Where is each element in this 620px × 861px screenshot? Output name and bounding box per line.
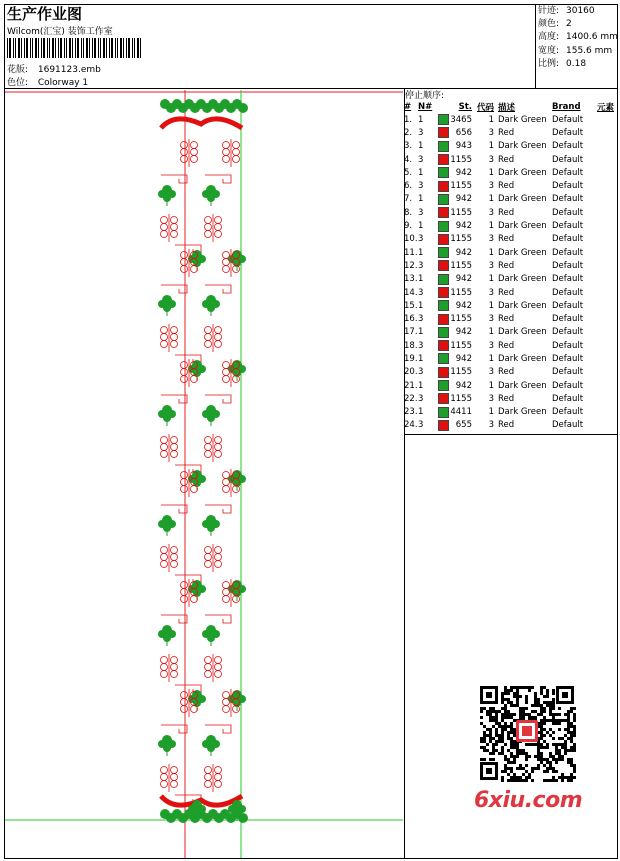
cell-n: 1 (418, 300, 424, 311)
spec-width: 宽度: 155.6 mm (538, 45, 613, 56)
table-header-row (404, 101, 614, 113)
cell-idx: 18. (404, 340, 418, 351)
cell-desc: Red (498, 234, 515, 245)
cell-code: 1 (488, 407, 494, 418)
cell-swatch (436, 140, 450, 153)
color-swatch (438, 353, 449, 364)
cell-code: 3 (488, 393, 494, 404)
cell-idx: 12. (404, 260, 418, 271)
table-row (404, 140, 614, 153)
cell-st: 1155 (450, 393, 472, 404)
cell-code: 1 (488, 380, 494, 391)
cell-code: 3 (488, 314, 494, 325)
cell-swatch (436, 233, 450, 246)
cell-desc: Dark Green (498, 141, 547, 152)
cell-element (588, 379, 614, 392)
cell-n: 3 (418, 287, 424, 298)
design-file-value: 1691123.emb (37, 65, 101, 75)
cell-swatch (436, 392, 450, 405)
cell-n: 3 (418, 127, 424, 138)
cell-st: 656 (455, 127, 472, 138)
table-row (404, 392, 614, 405)
cell-code: 3 (488, 154, 494, 165)
col-element: 元素 (596, 103, 614, 113)
cell-brand: Default (552, 247, 584, 258)
cell-element (588, 126, 614, 139)
spec-height: 高度: 1400.6 mm (538, 32, 618, 43)
cell-st: 942 (455, 327, 472, 338)
cell-n: 3 (418, 420, 424, 431)
cell-element (588, 233, 614, 246)
watermark-logo: 6xiu.com (474, 788, 583, 813)
cell-element (588, 259, 614, 272)
table-row (404, 153, 614, 166)
cell-desc: Dark Green (498, 194, 547, 205)
cell-brand: Default (552, 260, 584, 271)
table-row (404, 339, 614, 352)
col-swatch (436, 101, 450, 113)
cell-n: 3 (418, 154, 424, 165)
cell-idx: 14. (404, 287, 418, 298)
table-row (404, 286, 614, 299)
table-row (404, 246, 614, 259)
cell-code: 1 (488, 141, 494, 152)
colorway-label: 色位: (7, 78, 29, 88)
cell-swatch (436, 219, 450, 232)
table-row (404, 299, 614, 312)
cell-desc: Red (498, 127, 515, 138)
cell-code: 1 (488, 274, 494, 285)
cell-idx: 24. (404, 420, 418, 431)
cell-swatch (436, 259, 450, 272)
cell-idx: 5. (404, 167, 413, 178)
cell-brand: Default (552, 353, 584, 364)
cell-brand: Default (552, 207, 584, 218)
specs-divider (535, 4, 536, 89)
cell-n: 1 (418, 274, 424, 285)
cell-element (588, 406, 614, 419)
cell-brand: Default (552, 141, 584, 152)
col-needle: N# (418, 102, 433, 112)
cell-st: 3465 (450, 114, 472, 125)
cell-idx: 22. (404, 393, 418, 404)
table-row (404, 126, 614, 139)
cell-code: 3 (488, 367, 494, 378)
color-swatch (438, 260, 449, 271)
color-swatch (438, 380, 449, 391)
cell-element (588, 326, 614, 339)
cell-swatch (436, 419, 450, 432)
cell-desc: Dark Green (498, 247, 547, 258)
cell-idx: 7. (404, 194, 413, 205)
cell-element (588, 339, 614, 352)
cell-code: 1 (488, 300, 494, 311)
cell-brand: Default (552, 327, 584, 338)
cell-desc: Dark Green (498, 274, 547, 285)
cell-code: 1 (488, 167, 494, 178)
cell-desc: Red (498, 287, 515, 298)
cell-swatch (436, 113, 450, 126)
color-swatch (438, 194, 449, 205)
cell-swatch (436, 339, 450, 352)
color-swatch (438, 340, 449, 351)
barcode (7, 38, 143, 58)
cell-n: 1 (418, 380, 424, 391)
color-swatch (438, 367, 449, 378)
cell-code: 3 (488, 420, 494, 431)
cell-element (588, 140, 614, 153)
table-row (404, 326, 614, 339)
cell-code: 1 (488, 327, 494, 338)
cell-st: 942 (455, 380, 472, 391)
table-row (404, 419, 614, 432)
cell-n: 1 (418, 221, 424, 232)
cell-st: 942 (455, 300, 472, 311)
cell-code: 1 (488, 221, 494, 232)
table-row (404, 379, 614, 392)
color-swatch (438, 114, 449, 125)
color-swatch (438, 127, 449, 138)
specs-panel (538, 5, 618, 71)
cell-swatch (436, 379, 450, 392)
cell-element (588, 153, 614, 166)
cell-st: 1155 (450, 367, 472, 378)
cell-st: 1155 (450, 154, 472, 165)
cell-idx: 15. (404, 300, 418, 311)
cell-element (588, 419, 614, 432)
col-brand: Brand (552, 102, 581, 112)
cell-element (588, 312, 614, 325)
cell-st: 942 (455, 247, 472, 258)
cell-code: 3 (488, 181, 494, 192)
cell-idx: 6. (404, 181, 413, 192)
col-description: 描述 (498, 103, 516, 113)
qr-code (470, 682, 582, 786)
cell-n: 3 (418, 181, 424, 192)
cell-desc: Dark Green (498, 167, 547, 178)
cell-n: 3 (418, 367, 424, 378)
cell-st: 942 (455, 221, 472, 232)
color-swatch (438, 167, 449, 178)
cell-element (588, 366, 614, 379)
cell-swatch (436, 299, 450, 312)
color-swatch (438, 393, 449, 404)
cell-swatch (436, 193, 450, 206)
col-index: # (404, 102, 412, 112)
color-swatch (438, 141, 449, 152)
cell-swatch (436, 352, 450, 365)
cell-desc: Dark Green (498, 353, 547, 364)
spec-scale: 比例: 0.18 (538, 58, 587, 69)
cell-code: 1 (488, 114, 494, 125)
cell-desc: Red (498, 181, 515, 192)
cell-code: 1 (488, 194, 494, 205)
cell-desc: Red (498, 207, 515, 218)
cell-code: 1 (488, 247, 494, 258)
cell-idx: 11. (404, 247, 418, 258)
color-swatch (438, 287, 449, 298)
spec-colors: 颜色: 2 (538, 19, 572, 30)
cell-brand: Default (552, 340, 584, 351)
cell-st: 942 (455, 194, 472, 205)
cell-st: 1155 (450, 260, 472, 271)
spec-stitches: 针迹: 30160 (538, 6, 595, 16)
cell-desc: Dark Green (498, 300, 547, 311)
cell-idx: 10. (404, 234, 418, 245)
cell-desc: Dark Green (498, 327, 547, 338)
cell-desc: Red (498, 260, 515, 271)
stop-sequence-table (404, 101, 614, 432)
table-row (404, 179, 614, 192)
cell-idx: 8. (404, 207, 413, 218)
cell-code: 1 (488, 353, 494, 364)
table-row (404, 366, 614, 379)
cell-idx: 20. (404, 367, 418, 378)
color-swatch (438, 154, 449, 165)
cell-n: 1 (418, 407, 424, 418)
cell-idx: 19. (404, 353, 418, 364)
cell-brand: Default (552, 154, 584, 165)
cell-desc: Dark Green (498, 221, 547, 232)
table-row (404, 406, 614, 419)
cell-n: 1 (418, 167, 424, 178)
color-swatch (438, 221, 449, 232)
cell-idx: 13. (404, 274, 418, 285)
cell-st: 1155 (450, 340, 472, 351)
cell-swatch (436, 273, 450, 286)
cell-element (588, 286, 614, 299)
cell-element (588, 166, 614, 179)
table-row (404, 273, 614, 286)
company-name: Wilcom(汇宝) 装饰工作室 (7, 27, 113, 37)
cell-n: 3 (418, 314, 424, 325)
table-row (404, 233, 614, 246)
cell-idx: 21. (404, 380, 418, 391)
table-row (404, 193, 614, 206)
cell-code: 3 (488, 260, 494, 271)
cell-brand: Default (552, 181, 584, 192)
cell-brand: Default (552, 420, 584, 431)
cell-swatch (436, 246, 450, 259)
cell-st: 1155 (450, 207, 472, 218)
color-swatch (438, 234, 449, 245)
cell-element (588, 299, 614, 312)
cell-swatch (436, 366, 450, 379)
cell-n: 3 (418, 340, 424, 351)
col-code: 代码 (476, 103, 494, 113)
design-preview (5, 90, 403, 858)
cell-element (588, 352, 614, 365)
table-row (404, 206, 614, 219)
cell-n: 1 (418, 194, 424, 205)
cell-brand: Default (552, 367, 584, 378)
cell-element (588, 206, 614, 219)
table-bottom-divider (404, 434, 618, 435)
cell-desc: Dark Green (498, 114, 547, 125)
cell-element (588, 273, 614, 286)
page-title: 生产作业图 (7, 5, 83, 23)
cell-idx: 1. (404, 114, 413, 125)
cell-element (588, 246, 614, 259)
colorway-value: Colorway 1 (37, 78, 89, 88)
color-swatch (438, 314, 449, 325)
cell-n: 1 (418, 247, 424, 258)
table-row (404, 219, 614, 232)
cell-code: 3 (488, 340, 494, 351)
cell-element (588, 392, 614, 405)
cell-swatch (436, 153, 450, 166)
table-row (404, 166, 614, 179)
cell-brand: Default (552, 300, 584, 311)
color-swatch (438, 274, 449, 285)
cell-st: 943 (455, 141, 472, 152)
cell-element (588, 193, 614, 206)
cell-desc: Red (498, 340, 515, 351)
cell-idx: 16. (404, 314, 418, 325)
table-row (404, 312, 614, 325)
cell-brand: Default (552, 194, 584, 205)
cell-brand: Default (552, 380, 584, 391)
color-swatch (438, 407, 449, 418)
color-swatch (438, 247, 449, 258)
cell-brand: Default (552, 393, 584, 404)
cell-swatch (436, 126, 450, 139)
cell-n: 3 (418, 207, 424, 218)
cell-st: 1155 (450, 181, 472, 192)
color-swatch (438, 207, 449, 218)
design-file-row (7, 62, 101, 75)
cell-code: 3 (488, 287, 494, 298)
cell-st: 942 (455, 353, 472, 364)
cell-swatch (436, 406, 450, 419)
cell-swatch (436, 286, 450, 299)
cell-idx: 9. (404, 221, 413, 232)
cell-idx: 17. (404, 327, 418, 338)
cell-idx: 2. (404, 127, 413, 138)
color-swatch (438, 327, 449, 338)
cell-desc: Red (498, 154, 515, 165)
cell-element (588, 179, 614, 192)
cell-n: 1 (418, 141, 424, 152)
cell-swatch (436, 326, 450, 339)
cell-n: 3 (418, 234, 424, 245)
cell-st: 4411 (450, 407, 472, 418)
table-row (404, 259, 614, 272)
cell-brand: Default (552, 114, 584, 125)
cell-st: 1155 (450, 234, 472, 245)
cell-desc: Red (498, 393, 515, 404)
stop-sequence-title: 停止顺序: (405, 91, 445, 101)
cell-brand: Default (552, 287, 584, 298)
design-file-label: 花版: (7, 65, 29, 75)
cell-element (588, 113, 614, 126)
cell-st: 942 (455, 167, 472, 178)
cell-swatch (436, 166, 450, 179)
color-swatch (438, 420, 449, 431)
cell-desc: Red (498, 314, 515, 325)
cell-desc: Red (498, 420, 515, 431)
cell-desc: Dark Green (498, 407, 547, 418)
cell-st: 942 (455, 274, 472, 285)
cell-element (588, 219, 614, 232)
header-divider (4, 88, 618, 89)
cell-brand: Default (552, 407, 584, 418)
cell-desc: Red (498, 367, 515, 378)
cell-swatch (436, 312, 450, 325)
cell-swatch (436, 206, 450, 219)
cell-n: 1 (418, 327, 424, 338)
cell-desc: Dark Green (498, 380, 547, 391)
cell-brand: Default (552, 127, 584, 138)
cell-brand: Default (552, 234, 584, 245)
cell-n: 3 (418, 393, 424, 404)
cell-st: 1155 (450, 314, 472, 325)
color-swatch (438, 181, 449, 192)
cell-code: 3 (488, 207, 494, 218)
cell-st: 1155 (450, 287, 472, 298)
cell-brand: Default (552, 314, 584, 325)
cell-idx: 3. (404, 141, 413, 152)
cell-brand: Default (552, 274, 584, 285)
cell-code: 3 (488, 127, 494, 138)
cell-n: 1 (418, 114, 424, 125)
cell-idx: 23. (404, 407, 418, 418)
cell-brand: Default (552, 167, 584, 178)
cell-st: 655 (455, 420, 472, 431)
cell-n: 1 (418, 353, 424, 364)
table-row (404, 113, 614, 126)
color-swatch (438, 300, 449, 311)
cell-code: 3 (488, 234, 494, 245)
col-stitches: St. (458, 102, 472, 112)
cell-idx: 4. (404, 154, 413, 165)
cell-n: 3 (418, 260, 424, 271)
table-row (404, 352, 614, 365)
cell-brand: Default (552, 221, 584, 232)
colorway-row (7, 75, 88, 88)
cell-swatch (436, 179, 450, 192)
